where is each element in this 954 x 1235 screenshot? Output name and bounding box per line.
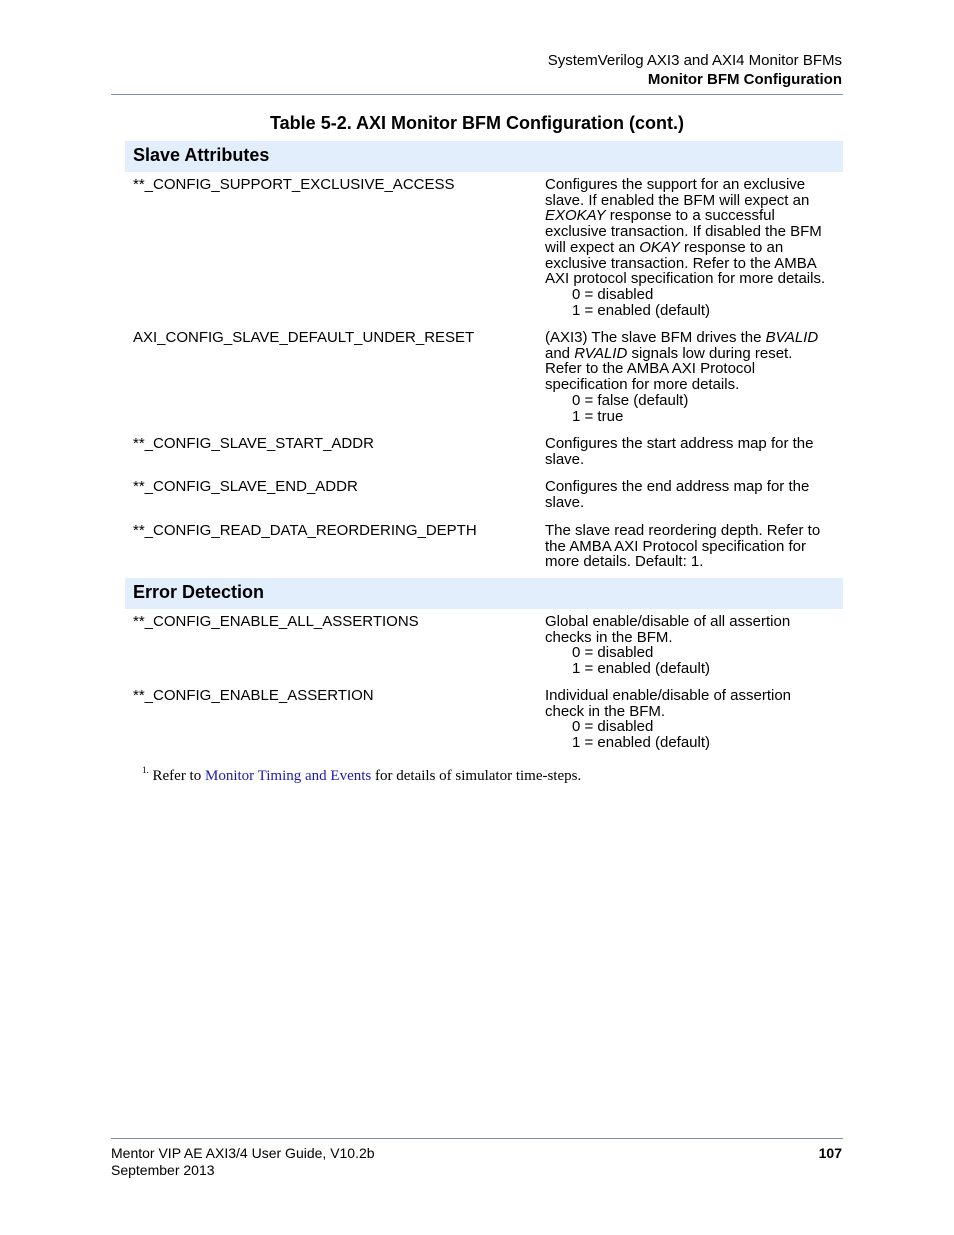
exokay-term: EXOKAY (545, 207, 606, 225)
param-description: Configures the support for an exclusive slave. If enabled the BFM will expect an EXOKAY response to a successful exclusive transaction. If disabled the BFM will expect an OKAY response to an exclusive transaction. Refer to the AMBA AXI protocol specification for more details. 0 = disabled 1 = enabled (default) (545, 177, 841, 318)
option-value: 0 = disabled (572, 285, 654, 303)
param-name: AXI_CONFIG_SLAVE_DEFAULT_UNDER_RESET (133, 329, 475, 346)
footer-guide-title: Mentor VIP AE AXI3/4 User Guide, V10.2b (111, 1145, 375, 1161)
option-value: 0 = false (default) (572, 391, 689, 409)
footnote-link[interactable]: Monitor Timing and Events (204, 768, 372, 784)
option-value: 1 = enabled (default) (572, 660, 711, 678)
param-description: Individual enable/disable of assertion check in the BFM. 0 = disabled 1 = enabled (default) (545, 688, 841, 751)
param-name: **_CONFIG_SLAVE_START_ADDR (133, 435, 374, 452)
rvalid-term: RVALID (574, 344, 628, 362)
section-heading-label: Error Detection (133, 582, 265, 602)
param-name: **_CONFIG_ENABLE_ASSERTION (133, 687, 374, 704)
param-description: Configures the start address map for the slave. (545, 435, 814, 468)
section-heading-error-detection (125, 578, 843, 609)
param-name: **_CONFIG_SLAVE_END_ADDR (133, 478, 358, 495)
param-name: **_CONFIG_SUPPORT_EXCLUSIVE_ACCESS (133, 176, 455, 193)
header-subtitle: Monitor BFM Configuration (647, 71, 842, 88)
param-name: **_CONFIG_READ_DATA_REORDERING_DEPTH (133, 522, 477, 539)
option-value: 0 = disabled (572, 718, 654, 736)
section-heading-slave-attributes (125, 141, 843, 172)
page-number: 107 (818, 1145, 842, 1161)
option-value: 1 = true (572, 407, 624, 425)
option-value: 0 = disabled (572, 644, 654, 662)
footnote-marker: 1. (142, 765, 149, 775)
param-name: **_CONFIG_ENABLE_ALL_ASSERTIONS (133, 613, 419, 630)
table-title: Table 5-2. AXI Monitor BFM Configuration (cont.) (270, 113, 684, 133)
footer-rule (111, 1138, 843, 1139)
footnote: $^{1.}$ Refer to Monitor Timing and Events for details of simulator time-steps. (142, 765, 582, 784)
bvalid-term: BVALID (765, 329, 819, 346)
section-heading-label: Slave Attributes (133, 145, 270, 165)
param-description: Configures the end address map for the slave. (545, 478, 810, 511)
okay-term: OKAY (639, 238, 680, 256)
param-description: The slave read reordering depth. Refer to the AMBA AXI Protocol specification for more details. Default: 1. (545, 522, 821, 571)
option-value: 1 = enabled (default) (572, 734, 711, 752)
header-rule (111, 94, 843, 95)
param-description: Global enable/disable of all assertion checks in the BFM. 0 = disabled 1 = enabled (default) (545, 614, 841, 677)
option-value: 1 = enabled (default) (572, 301, 711, 319)
param-description: (AXI3) The slave BFM drives the BVALID and RVALID signals low during reset. Refer to the AMBA AXI Protocol specification for more details. 0 = false (default) 1 = true (545, 330, 841, 424)
footer-date: September 2013 (111, 1162, 215, 1178)
header-title: SystemVerilog AXI3 and AXI4 Monitor BFMs (547, 52, 842, 69)
